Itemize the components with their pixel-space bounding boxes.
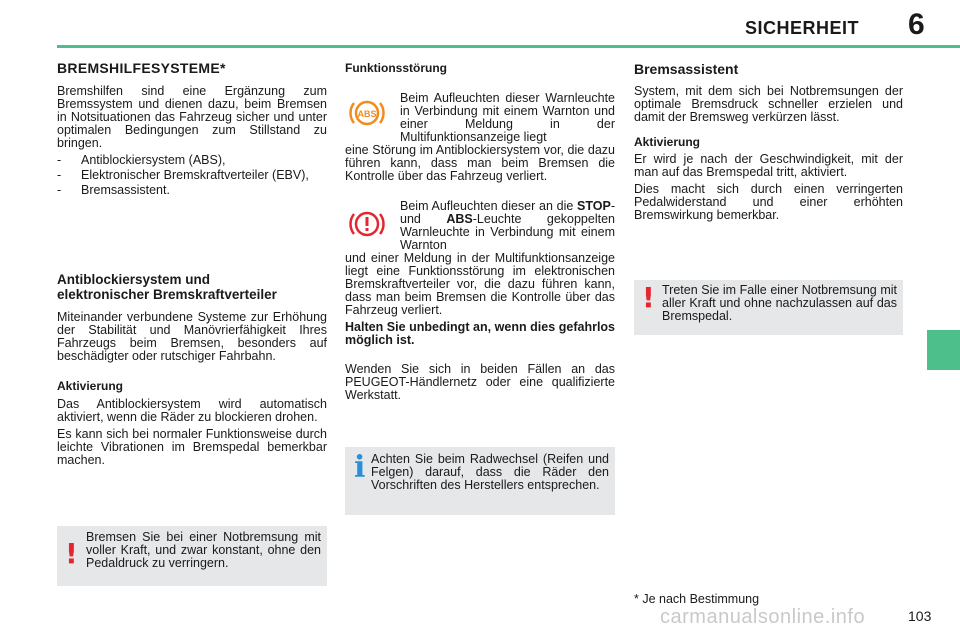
- warning-text: Treten Sie im Falle einer Notbremsung mit aller Kraft und ohne nachzulassen auf das Bremspedal.: [662, 283, 897, 323]
- header-divider: [57, 45, 960, 48]
- dealer-paragraph: Wenden Sie sich in beiden Fällen an das PEUGEOT-Händlernetz oder eine qualifizierte Werkstatt.: [345, 362, 615, 402]
- list-item: - Bremsassistent.: [57, 183, 170, 197]
- ebv-fault-paragraph-bottom: und einer Meldung in der Multifunktionsanzeige liegt eine Funktionsstörung im elektronischen Bremskraftverteiler vor, die dazu führen kann, dass man beim Bremsen die Kontrolle über das Fahrzeug verliert. Halten Sie unbedingt an, wenn dies gefahrlos möglich ist. Wenden Sie sich in beiden Fällen an das PEUGEOT-Händlernetz oder eine qualifizierte Werkstatt.: [345, 251, 615, 402]
- column-left: [57, 62, 327, 197]
- brake-assist-heading: Bremsassistent: [634, 61, 739, 77]
- section-heading: BREMSHILFESYSTEME*: [57, 60, 226, 76]
- exclamation-icon: !: [65, 537, 78, 570]
- activation-paragraph-1: Er wird je nach der Geschwindigkeit, mit der man auf das Bremspedal tritt, aktiviert.: [634, 152, 903, 179]
- abs-section: [57, 272, 327, 467]
- brake-warning-light-icon: [349, 208, 385, 240]
- page-number: 103: [908, 608, 932, 624]
- footnote: * Je nach Bestimmung: [634, 592, 760, 606]
- activation-paragraph-2: Es kann sich bei normaler Funktionsweise durch leichte Vibrationen im Bremspedal bemerkbar machen.: [57, 427, 327, 467]
- column-middle: [345, 62, 615, 75]
- abs-fault-paragraph-bottom: eine Störung im Antiblockiersystem vor, die dazu führen kann, dass man beim Bremsen die Kontrolle über das Fahrzeug verliert.: [345, 143, 615, 183]
- activation-paragraph-2: Dies macht sich durch einen verringerten Pedalwiderstand und einer erhöhten Bremswirkung bemerkbar.: [634, 182, 903, 222]
- chapter-tab: [927, 330, 960, 370]
- list-item: - Elektronischer Bremskraftverteiler (EBV),: [57, 168, 309, 182]
- activation-paragraph-1: Das Antiblockiersystem wird automatisch aktiviert, wenn die Räder zu blockieren drohen.: [57, 397, 327, 424]
- watermark: carmanualsonline.info: [660, 606, 866, 628]
- brake-assist-intro: System, mit dem sich bei Notbremsungen der optimale Bremsdruck schneller erzielen und damit der Bremsweg verkürzen lässt.: [634, 84, 903, 124]
- info-text: Achten Sie beim Radwechsel (Reifen und Felgen) darauf, dass die Räder den Vorschriften des Herstellers entsprechen.: [371, 452, 609, 492]
- abs-paragraph: Miteinander verbundene Systeme zur Erhöhung der Stabilität und Manövrierfähigkeit Ihres Fahrzeugs beim Bremsen, besonders auf beschädigter oder rutschiger Fahrbahn.: [57, 310, 327, 363]
- abs-warning-light-icon: [349, 98, 385, 128]
- malfunction-heading: Funktionsstörung: [345, 61, 447, 75]
- column-right: [634, 62, 903, 222]
- warning-text: Bremsen Sie bei einer Notbremsung mit voller Kraft, und zwar konstant, ohne den Pedaldruck zu verringern.: [86, 530, 321, 570]
- warning-box: [634, 280, 903, 335]
- warning-box: [57, 526, 327, 586]
- chapter-number: 6: [908, 8, 925, 41]
- abs-fault-paragraph-top: Beim Aufleuchten dieser Warnleuchte in Verbindung mit einem Warnton und einer Meldung in der Multifunktionsanzeige liegt: [400, 91, 615, 144]
- intro-paragraph: Bremshilfen sind eine Ergänzung zum Bremssystem und dienen dazu, beim Bremsen in Notsituationen das Fahrzeug sicher und unter optimalen Bedingungen zum Stillstand zu bringen.: [57, 84, 327, 150]
- list-item: - Antiblockiersystem (ABS),: [57, 153, 226, 167]
- ebv-fault-paragraph-top: Beim Aufleuchten dieser an die STOP- und ABS-Leuchte gekoppelten Warnleuchte in Verbindung mit einem Warnton: [400, 199, 615, 252]
- section-title: SICHERHEIT: [745, 18, 860, 38]
- activation-heading: Aktivierung: [57, 379, 124, 393]
- info-box: [345, 447, 615, 515]
- info-icon: i: [354, 450, 366, 485]
- exclamation-icon: !: [642, 281, 655, 314]
- stop-instruction: Halten Sie unbedingt an, wenn dies gefahrlos möglich ist.: [345, 320, 615, 347]
- abs-heading-line2: elektronischer Bremskraftverteiler: [57, 287, 277, 302]
- activation-heading: Aktivierung: [634, 135, 701, 149]
- abs-heading-line1: Antiblockiersystem und: [57, 272, 211, 287]
- abs-icon-label: ABS: [357, 109, 377, 119]
